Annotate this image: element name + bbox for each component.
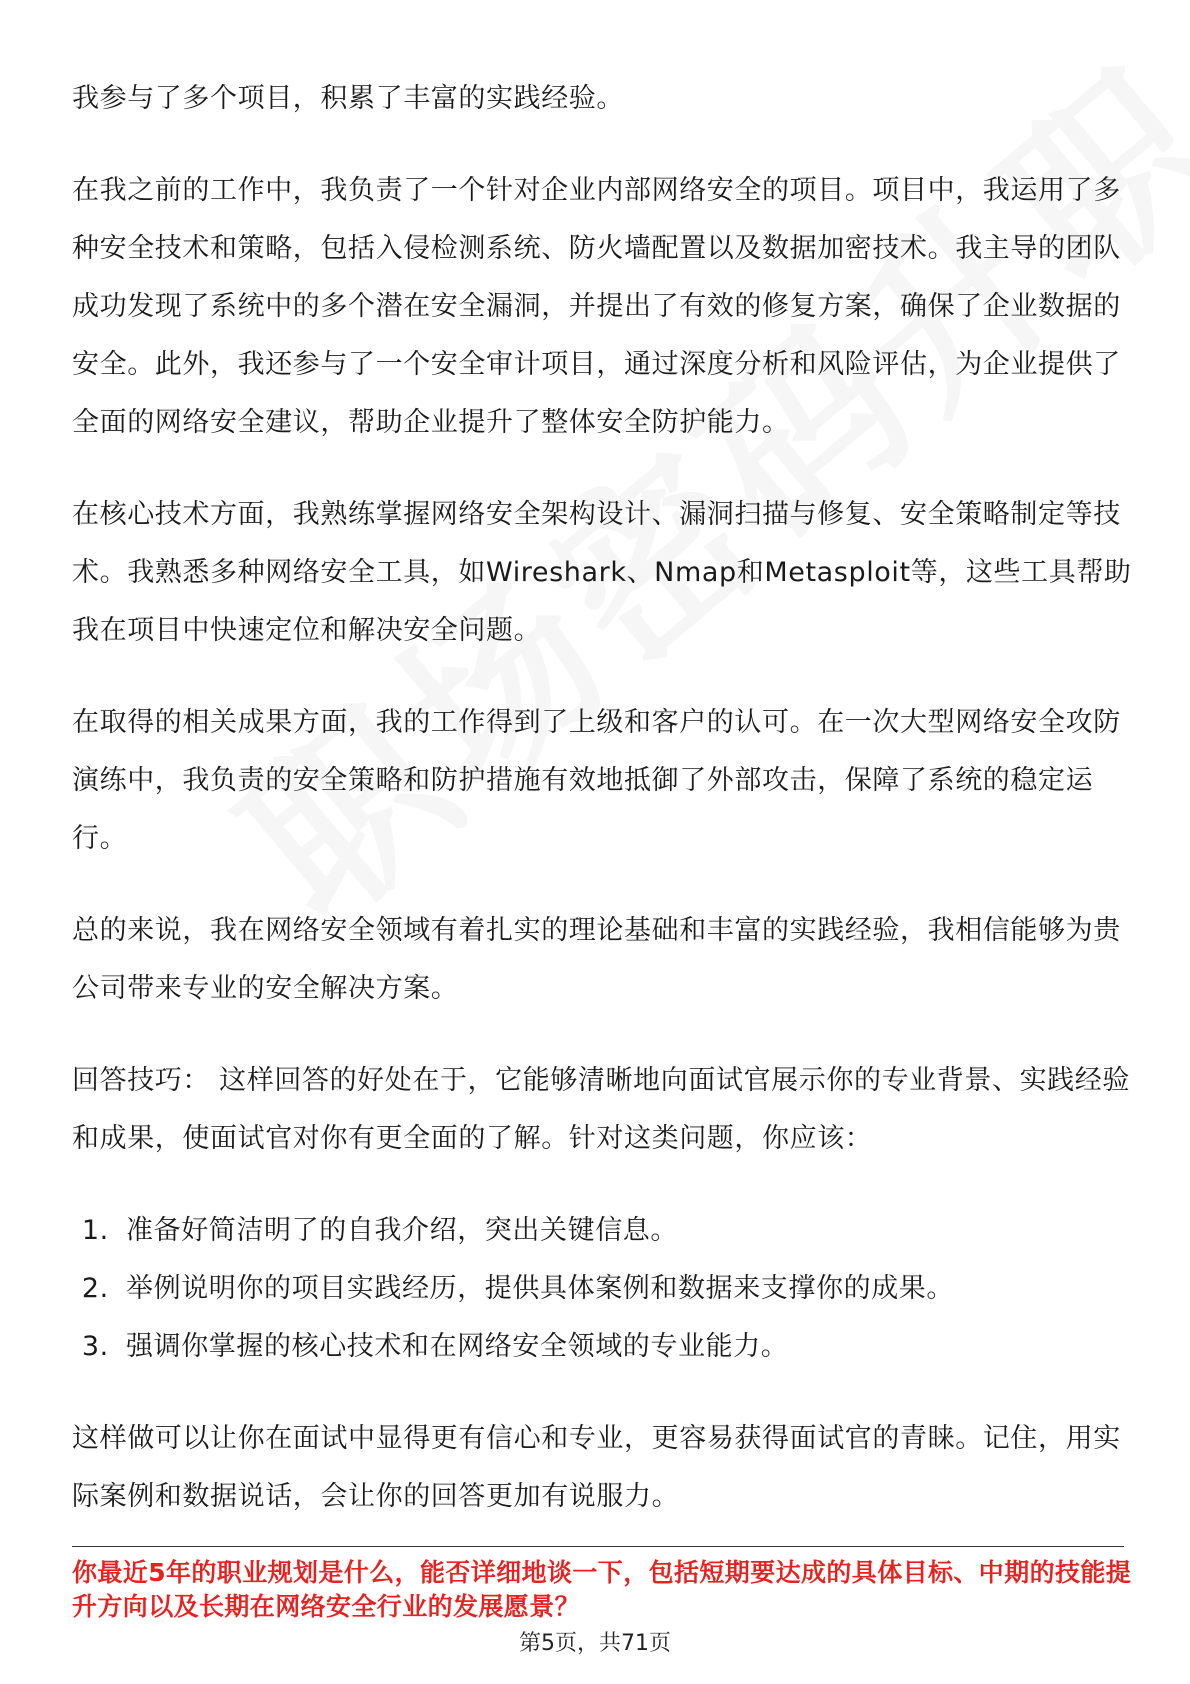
- paragraph-summary: 总的来说，我在网络安全领域有着扎实的理论基础和丰富的实践经验，我相信能够为贵公司带来专业的安全解决方案。: [72, 915, 1121, 1004]
- page-number: 第5页，共71页: [519, 1631, 671, 1656]
- tips-list: [72, 1202, 1132, 1376]
- list-item: 1. 准备好简洁明了的自我介绍，突出关键信息。: [118, 1202, 1132, 1260]
- document-body: [72, 70, 1132, 1560]
- paragraph-experience-intro: 我参与了多个项目，积累了丰富的实践经验。: [72, 83, 624, 114]
- list-item: 2. 举例说明你的项目实践经历，提供具体案例和数据来支撑你的成果。: [118, 1260, 1132, 1318]
- next-question-heading: 你最近5年的职业规划是什么，能否详细地谈一下，包括短期要达成的具体目标、中期的技能提升方向以及长期在网络安全行业的发展愿景？: [72, 1558, 1132, 1621]
- paragraph-project-experience: 在我之前的工作中，我负责了一个针对企业内部网络安全的项目。项目中，我运用了多种安全技术和策略，包括入侵检测系统、防火墙配置以及数据加密技术。我主导的团队成功发现了系统中的多个潜在安全漏洞，并提出了有效的修复方案，确保了企业数据的安全。此外，我还参与了一个安全审计项目，通过深度分析和风险评估，为企业提供了全面的网络安全建议，帮助企业提升了整体安全防护能力。: [72, 175, 1121, 438]
- paragraph-conclusion: 这样做可以让你在面试中显得更有信心和专业，更容易获得面试官的青睐。记住，用实际案例和数据说话，会让你的回答更加有说服力。: [72, 1423, 1121, 1512]
- paragraph-answer-tips: 回答技巧： 这样回答的好处在于，它能够清晰地向面试官展示你的专业背景、实践经验和成果，使面试官对你有更全面的了解。针对这类问题，你应该：: [72, 1065, 1130, 1154]
- paragraph-core-skills: 在核心技术方面，我熟练掌握网络安全架构设计、漏洞扫描与修复、安全策略制定等技术。我熟悉多种网络安全工具，如Wireshark、Nmap和Metasploit等，这些工具帮助我在项目中快速定位和解决安全问题。: [72, 499, 1132, 646]
- list-item: 3. 强调你掌握的核心技术和在网络安全领域的专业能力。: [118, 1318, 1132, 1376]
- paragraph-achievements: 在取得的相关成果方面，我的工作得到了上级和客户的认可。在一次大型网络安全攻防演练中，我负责的安全策略和防护措施有效地抵御了外部攻击，保障了系统的稳定运行。: [72, 707, 1121, 854]
- section-divider: [72, 1546, 1124, 1547]
